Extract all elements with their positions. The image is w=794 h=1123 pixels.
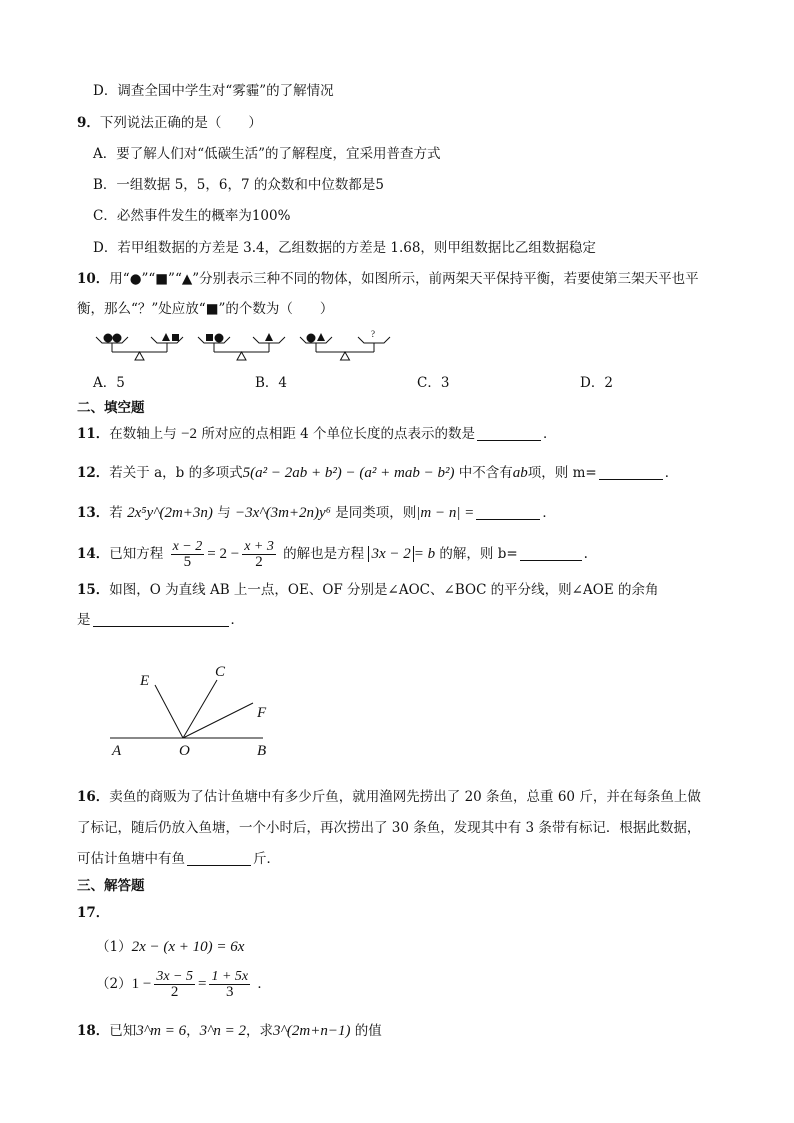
q16-number: 16． bbox=[77, 789, 110, 805]
q17-p2-label: （2） bbox=[96, 976, 132, 992]
q14-fraction-2 bbox=[242, 539, 276, 570]
q17-p2-frac1-numerator: 3x − 5 bbox=[156, 969, 193, 984]
q18-target: 3^(2m+n−1) bbox=[273, 1023, 351, 1039]
q14-fraction-1 bbox=[171, 539, 205, 570]
balance-figure bbox=[92, 327, 402, 363]
q15-text-line2: 是 bbox=[77, 612, 91, 628]
question-mark: ? bbox=[371, 329, 375, 339]
q14-answer-blank[interactable] bbox=[520, 545, 582, 561]
q10-option-d: D．2 bbox=[580, 375, 613, 391]
q15-line2 bbox=[77, 610, 244, 630]
q14-end: . bbox=[583, 546, 588, 562]
q17-part-2 bbox=[96, 966, 271, 1002]
q10-option-c: C．3 bbox=[417, 375, 450, 391]
triangle-shape bbox=[317, 333, 325, 341]
q13-text-before: 若 bbox=[109, 505, 123, 521]
q14-text-after: 的解，则 b= bbox=[439, 546, 518, 562]
q14-number: 14． bbox=[77, 546, 110, 562]
q16-line2: 了标记，随后仍放入鱼塘，一个小时后，再次捞出了 30 条鱼，发现其中有 3 条带有标记．根据此数据， bbox=[77, 820, 701, 836]
circle-shape bbox=[215, 334, 224, 343]
question-18 bbox=[77, 1021, 382, 1041]
q10-stem-line1: 用“●”“■”“▲”分别表示三种不同的物体，如图所示，前两架天平保持平衡，若要使第三架天平也平 bbox=[109, 271, 699, 287]
q13-text-mid1: 与 bbox=[217, 505, 231, 521]
q14-abs-expression: 3x − 2 bbox=[368, 546, 413, 562]
balance-3 bbox=[300, 329, 390, 360]
question-12 bbox=[77, 463, 678, 483]
q11-end: ． bbox=[543, 426, 557, 442]
q14-frac1-numerator: x − 2 bbox=[172, 539, 203, 554]
q18-condition-1: 3^m = 6 bbox=[136, 1023, 187, 1039]
q8-option-d: D．调查全国中学生对“雾霾”的了解情况 bbox=[93, 83, 334, 99]
q17-p2-fraction-1 bbox=[154, 969, 195, 1000]
q13-expr-c: |m − n| = bbox=[416, 505, 475, 521]
q11-text-after: 所对应的点相距 4 个单位长度的点表示的数是 bbox=[201, 426, 476, 442]
q17-p1-equation: 2x − (x + 10) = 6x bbox=[131, 939, 245, 955]
q17-p2-equals: = bbox=[197, 976, 207, 992]
q13-answer-blank[interactable] bbox=[476, 504, 540, 520]
q12-text-before: 若关于 a，b 的多项式 bbox=[109, 465, 243, 481]
q11-value: −2 bbox=[181, 426, 198, 442]
q9-option-d: D．若甲组数据的方差是 3.4，乙组数据的方差是 1.68，则甲组数据比乙组数据稳定 bbox=[93, 240, 596, 256]
q12-text-mid: 中不含有 bbox=[458, 465, 513, 481]
angle-figure bbox=[100, 655, 280, 765]
label-f: F bbox=[257, 705, 267, 721]
q11-text-before: 在数轴上与 bbox=[109, 426, 177, 442]
q17-p2-lead: 1 − bbox=[131, 976, 152, 992]
q14-eq-mid: = 2 − bbox=[207, 546, 240, 562]
q13-expr-b: −3x^(3m+2n)y⁶ bbox=[235, 505, 331, 521]
q9-stem: 下列说法正确的是（ ） bbox=[99, 115, 262, 131]
q14-frac2-numerator: x + 3 bbox=[244, 539, 274, 554]
section-2-title: 二、填空题 bbox=[77, 400, 145, 416]
question-15 bbox=[77, 580, 658, 600]
q15-text-line1: 如图，O 为直线 AB 上一点，OE、OF 分别是∠AOC、∠BOC 的平分线，则∠AOE 的余角 bbox=[109, 582, 659, 598]
q13-end: ． bbox=[542, 505, 556, 521]
ray-oe bbox=[155, 685, 183, 738]
q11-number: 11． bbox=[77, 426, 110, 442]
q17-p2-frac2-numerator: 1 + 5x bbox=[211, 969, 249, 984]
q18-text-mid: ，求 bbox=[246, 1023, 274, 1039]
question-14 bbox=[77, 536, 588, 572]
q18-condition-2: 3^n = 2 bbox=[199, 1023, 247, 1039]
q17-part-1 bbox=[96, 937, 244, 957]
circle-shape bbox=[307, 334, 316, 343]
question-13 bbox=[77, 503, 556, 523]
label-c: C bbox=[215, 664, 226, 680]
q10-stem-line2: 衡，那么“？”处应放“■”的个数为（ ） bbox=[77, 301, 334, 317]
question-11 bbox=[77, 424, 557, 444]
q10-option-a: A．5 bbox=[93, 375, 125, 391]
q9-option-a: A．要了解人们对“低碳生活”的了解程度，宜采用普查方式 bbox=[93, 146, 441, 162]
q13-text-mid2: 是同类项，则 bbox=[335, 505, 417, 521]
q18-number: 18． bbox=[77, 1023, 110, 1039]
q18-text-before: 已知 bbox=[109, 1023, 137, 1039]
label-o: O bbox=[179, 743, 190, 759]
q13-number: 13． bbox=[77, 505, 110, 521]
balance-1 bbox=[96, 333, 183, 360]
q12-text-after: 项，则 m= bbox=[527, 465, 597, 481]
q14-eq-b: = b bbox=[413, 546, 436, 562]
q17-p2-fraction-2 bbox=[209, 969, 250, 1000]
q15-number: 15． bbox=[77, 582, 110, 598]
q16-unit: 斤． bbox=[253, 851, 280, 867]
q18-separator: ， bbox=[186, 1023, 200, 1039]
balance-2 bbox=[198, 333, 285, 360]
q17-p1-label: （1） bbox=[96, 939, 132, 955]
question-9 bbox=[77, 113, 262, 133]
q14-text-mid: 的解也是方程 bbox=[283, 546, 365, 562]
q12-number: 12． bbox=[77, 465, 110, 481]
q11-answer-blank[interactable] bbox=[477, 425, 541, 441]
q17-p2-frac2-denominator: 3 bbox=[226, 984, 234, 1000]
q9-option-c: C．必然事件发生的概率为100% bbox=[93, 208, 291, 224]
q17-p2-end: ． bbox=[257, 976, 271, 992]
triangle-shape bbox=[265, 333, 273, 341]
q15-end: ． bbox=[230, 612, 244, 628]
q14-frac2-denominator: 2 bbox=[255, 554, 263, 570]
label-e: E bbox=[140, 673, 150, 689]
q16-line3 bbox=[77, 849, 280, 869]
q9-option-b: B．一组数据 5，5，6，7 的众数和中位数都是5 bbox=[93, 177, 384, 193]
q12-answer-blank[interactable] bbox=[599, 464, 663, 480]
triangle-shape bbox=[162, 333, 170, 341]
q12-end: ． bbox=[664, 465, 679, 481]
q9-number: 9． bbox=[77, 115, 100, 131]
question-16 bbox=[77, 787, 701, 807]
q16-line1: 卖鱼的商贩为了估计鱼塘中有多少斤鱼，就用渔网先捞出了 20 条鱼，总重 60 斤，并在每条鱼上做 bbox=[109, 789, 701, 805]
q10-option-b: B．4 bbox=[255, 375, 288, 391]
q18-text-after: 的值 bbox=[354, 1023, 382, 1039]
square-shape bbox=[206, 334, 213, 341]
q15-answer-blank[interactable] bbox=[93, 611, 229, 627]
q17-number: 17． bbox=[77, 905, 110, 921]
q12-term: ab bbox=[512, 465, 528, 481]
q16-answer-blank[interactable] bbox=[187, 850, 251, 866]
circle-shape bbox=[113, 334, 122, 343]
q14-text-before: 已知方程 bbox=[109, 546, 164, 562]
section-3-title: 三、解答题 bbox=[77, 878, 145, 894]
question-10 bbox=[77, 269, 699, 289]
q13-expr-a: 2x⁵y^(2m+3n) bbox=[127, 505, 213, 521]
square-shape bbox=[172, 334, 179, 341]
circle-shape bbox=[104, 334, 113, 343]
label-a: A bbox=[112, 743, 122, 759]
q16-line3-text: 可估计鱼塘中有鱼 bbox=[77, 851, 185, 867]
q14-frac1-denominator: 5 bbox=[183, 554, 192, 570]
q12-expression: 5(a² − 2ab + b²) − (a² + mab − b²) bbox=[242, 465, 455, 481]
q17-p2-frac1-denominator: 2 bbox=[170, 984, 179, 1000]
q10-number: 10． bbox=[77, 271, 110, 287]
label-b: B bbox=[257, 743, 267, 759]
